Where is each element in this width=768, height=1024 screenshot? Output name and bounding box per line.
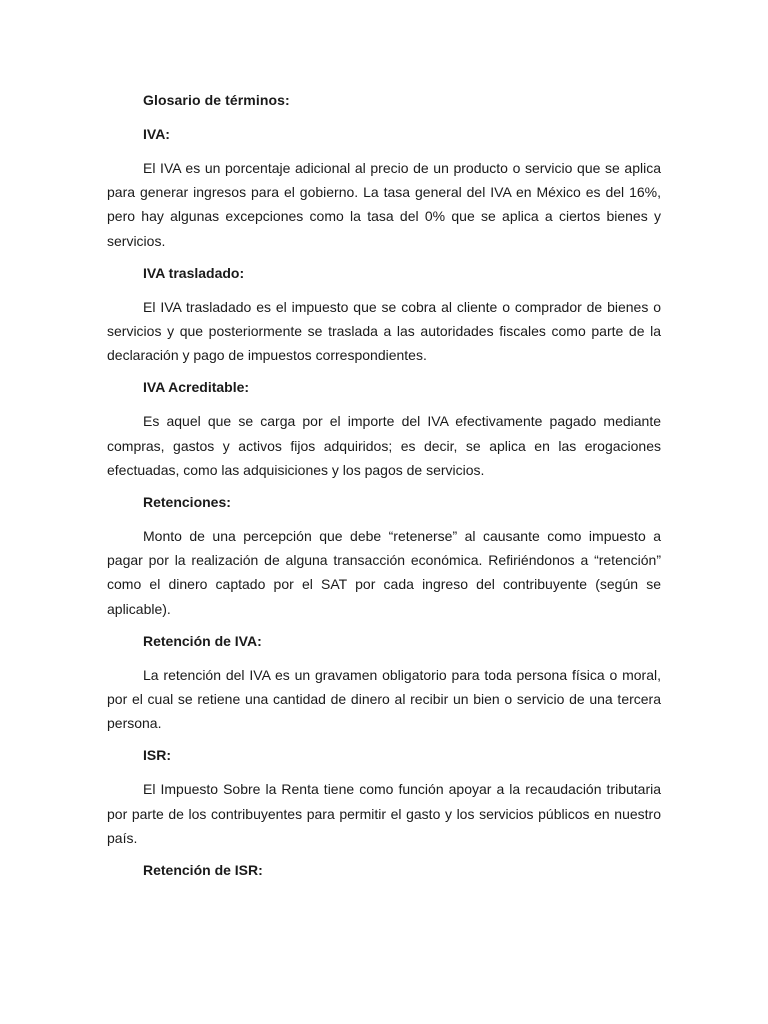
document-title: Glosario de términos: [143,92,290,108]
term-retenciones: Retenciones: [143,494,231,511]
term-retencion-iva: Retención de IVA: [143,632,262,649]
definition-retenciones: Monto de una percepción que debe “retenerse” al causante como impuesto a pagar por la realización de alguna transacción económica. Refiriéndonos a “retención” como el dinero captado por el SAT por cada ingreso del contribuyente (según se aplicable). [107,528,661,617]
glossary-content [107,90,661,892]
definition-iva-acreditable: Es aquel que se carga por el importe del IVA efectivamente pagado mediante compras, gastos y activos fijos adquiridos; es decir, se aplica en las erogaciones efectuadas, como las adquisiciones y los pagos de servicios. [107,413,661,478]
definition-iva: El IVA es un porcentaje adicional al precio de un producto o servicio que se aplica para generar ingresos para el gobierno. La tasa general del IVA en México es del 16%, pero hay algunas excepciones como la tasa del 0% que se aplica a ciertos bienes y servicios. [107,160,661,249]
term-isr: ISR: [143,747,171,764]
term-iva-acreditable: IVA Acreditable: [143,379,250,396]
definition-iva-trasladado: El IVA trasladado es el impuesto que se cobra al cliente o comprador de bienes o servicios y que posteriormente se traslada a las autoridades fiscales como parte de la declaración y pago de impuestos correspondientes. [107,298,661,364]
term-retencion-isr: Retención de ISR: [143,862,263,879]
term-iva-trasladado: IVA trasladado: [143,264,245,281]
term-iva: IVA: [143,126,170,142]
definition-isr: El Impuesto Sobre la Renta tiene como función apoyar a la recaudación tributaria por parte de los contribuyentes para permitir el gasto y los servicios públicos en nuestro país. [107,781,661,846]
definition-retencion-iva: La retención del IVA es un gravamen obligatorio para toda persona física o moral, por el cual se retiene una cantidad de dinero al recibir un bien o servicio de una tercera persona. [107,666,661,732]
